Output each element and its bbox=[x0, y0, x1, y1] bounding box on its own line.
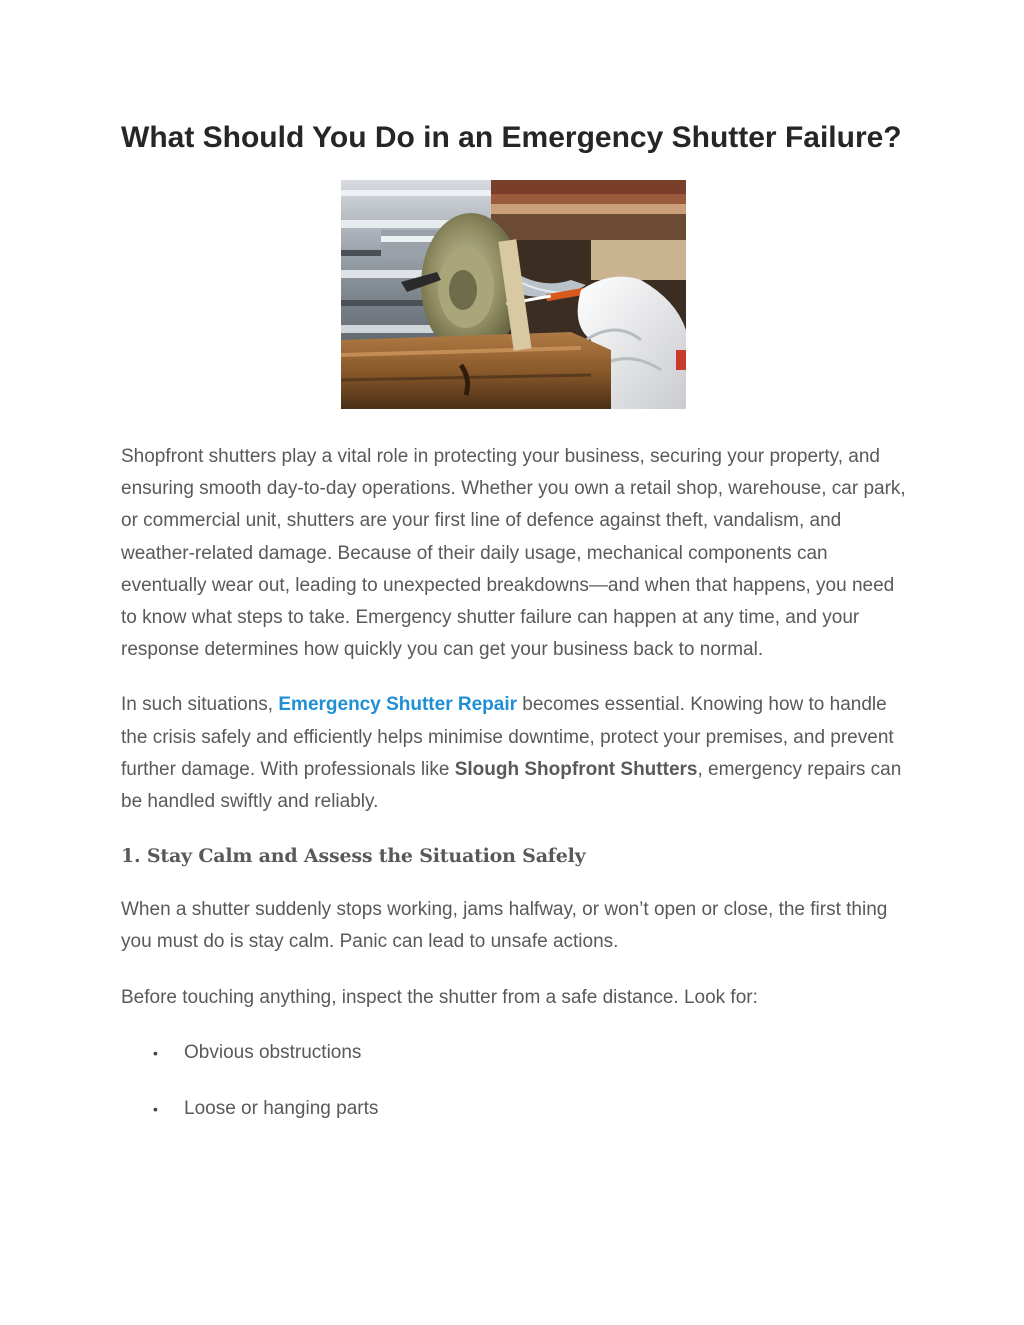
bullet-icon: • bbox=[153, 1100, 158, 1117]
stay-calm-paragraph: When a shutter suddenly stops working, jams halfway, or won’t open or close, the first thing you must do is stay calm. Panic can lead to unsafe actions. bbox=[121, 899, 888, 953]
intro-paragraph: Shopfront shutters play a vital role in protecting your business, securing your property, and ensuring smooth day-to-day operations. Whether you own a retail shop, warehouse, car park, or commercial unit, shutters are your first line of defence against theft, vandalism, and weather-related damage. Because of their daily usage, mechanical components can eventually wear out, leading to unexpected breakdowns—and when that happens, you need to know what steps to take. Emergency shutter failure can happen at any time, and your response determines how quickly you can get your business back to normal. bbox=[121, 446, 906, 661]
inspect-paragraph: Before touching anything, inspect the shutter from a safe distance. Look for: bbox=[121, 986, 758, 1008]
p2-end-text: , emergency repairs can be handled swiftly and reliably. bbox=[121, 758, 902, 813]
list-item bbox=[121, 1093, 911, 1125]
list-item bbox=[121, 1037, 911, 1069]
section-heading-1: 1. Stay Calm and Assess the Situation Safely bbox=[121, 845, 586, 868]
list-item-text: Loose or hanging parts bbox=[184, 1097, 379, 1119]
page-title: What Should You Do in an Emergency Shutter Failure? bbox=[121, 121, 902, 154]
document-page bbox=[121, 120, 911, 1149]
list-item-text: Obvious obstructions bbox=[184, 1041, 362, 1063]
emergency-shutter-repair-link[interactable]: Emergency Shutter Repair bbox=[278, 694, 518, 716]
repair-paragraph bbox=[121, 689, 911, 818]
bullet-icon: • bbox=[153, 1044, 158, 1061]
p2-lead-text: In such situations, bbox=[121, 694, 279, 716]
p2-body-text: becomes essential. Knowing how to handle the crisis safely and efficiently helps minimise downtime, protect your premises, and prevent further damage. With professionals like bbox=[121, 694, 894, 780]
shutter-repair-photo bbox=[341, 180, 686, 409]
inspection-checklist bbox=[121, 1037, 911, 1125]
brand-name: Slough Shopfront Shutters bbox=[454, 758, 698, 780]
